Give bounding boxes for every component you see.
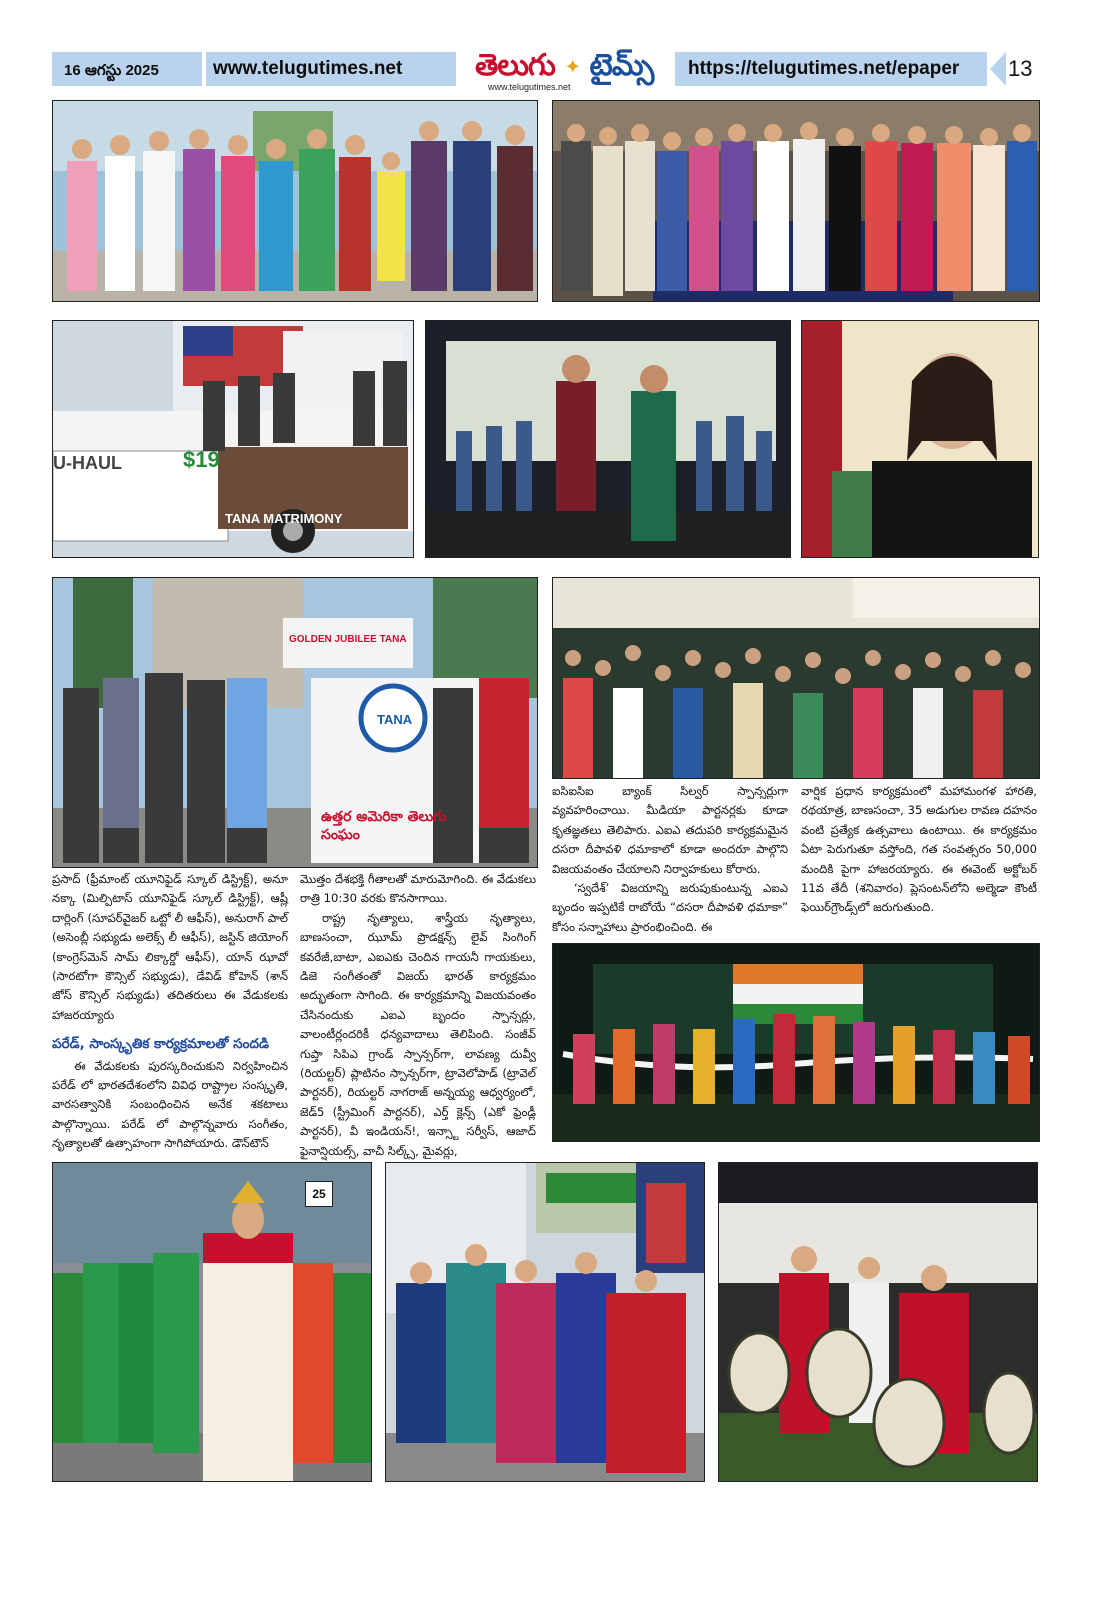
- article-column-2: [300, 870, 536, 1161]
- col4-para-1: వార్షిక ప్రధాన కార్యక్రమంలో మహామంగళ హారతి, రథయాత్ర, బాణసంచా, 35 అడుగుల రావణ దహనం వంటి ప్రత్యేక ఉత్సవాలు ఉంటాయి. ఈ కార్యక్రమం ఏటా పెరుగుతూ వస్తోంది, గత సంవత్సరం 50,000 మందికి పైగా హాజరయ్యారు. ఈ ఈవెంట్ అక్టోబర్ 11వ తేదీ (శనివారం) ప్లెసంటన్‌లోని అల్మెడా కౌంటీ ఫెయిర్‌గ్రౌండ్స్‌లో జరుగుతుంది.: [801, 784, 1037, 915]
- article-column-1: [52, 870, 288, 1154]
- photo-stage-singers: [425, 320, 791, 558]
- page-arrow: [990, 52, 1006, 86]
- photo-actress-portrait: [801, 320, 1039, 558]
- logo-part1: తెలుగు: [475, 48, 555, 83]
- photo-tana-banner-march: [52, 577, 538, 868]
- col2-para-1: మొత్తం దేశభక్తి గీతాలతో మారుమోగింది. ఈ వేడుకలు రాత్రి 10:30 వరకు కొనసాగాయి.: [300, 872, 536, 906]
- speed-sign: 25: [305, 1181, 333, 1207]
- col1-para-1: ప్రసాద్ (ఫ్రీమాంట్ యూనిఫైడ్ స్కూల్ డిస్ట్రిక్ట్), అనూ నక్కా (మిల్పిటాస్ యూనిఫైడ్ స్కూల్ డిస్ట్రిక్ట్), ఆష్లీ దార్లింగ్ (సూపర్‌వైజర్ ఒట్టో లీ ఆఫీస్), అనురాగ్ పాల్ (అసెంబ్లీ సభ్యుడు అలెక్స్ లీ ఆఫీస్), జస్టిన్ జియోంగ్ (కాంగ్రెస్‌మెన్ సామ్ లిక్కార్డో ఆఫీస్), యాన్ ఝావో (సారటోగా కౌన్సిల్ సభ్యుడు), డేవిడ్ కోహెన్ (శాన్ జోస్ కౌన్సిల్ సభ్యుడు) తదితరులు ఈ వేడుకలకు హాజరయ్యారు: [52, 872, 288, 1022]
- photo-folk-dancers: [385, 1162, 705, 1482]
- truck-banner-title: TANA MATRIMONY: [225, 511, 343, 526]
- col1-para-2: ఈ వేడుకలకు పురస్కరించుకుని నిర్వహించిన పరేడ్ లో భారతదేశంలోని వివిధ రాష్ట్రాల సంస్కృతి, వారసత్వానికి సంబంధించిన అనేక శకటాలు పాల్గొన్నాయి. పరేడ్ లో పాల్గొన్నవారు సంగీతం, నృత్యాలతో ఉత్సాహంగా సాగిపోయారు. డౌన్‌టౌన్: [52, 1058, 288, 1151]
- photo-crowd-audience: [552, 577, 1040, 779]
- photo-group-street: [52, 100, 538, 302]
- epaper-url[interactable]: https://telugutimes.net/epaper: [688, 58, 960, 79]
- logo-part2: టైమ్స్: [589, 48, 654, 83]
- article-column-4: [801, 782, 1037, 918]
- col3-para-2: ‘స్వదేశ్’ విజయాన్ని జరుపుకుంటున్న ఎఐఎ బృందం ఇప్పటికే రాబోయే “దసరా దీపావళి ధమాకా” కోసం సన్నాహాలు ప్రారంభించింది. ఈ: [552, 881, 788, 934]
- photo-stage-release: [552, 100, 1040, 302]
- logo-url: www.telugutimes.net: [488, 82, 571, 92]
- banner-telugu-text: ఉత్తర అమెరికా తెలుగు సంఘం: [321, 809, 447, 843]
- article-column-3: [552, 782, 788, 937]
- col2-para-2: రాష్ట్ర నృత్యాలు, శాస్త్రీయ నృత్యాలు, బాణసంచా, ఝూమ్ ప్రొడక్షన్స్ లైవ్ సింగింగ్ కవరేజీ,బాటా, ఎఐఎకు చెందిన గాయనీ గాయకులు, డిజె సంగీతంతో విజయ్ భారత్ కార్యక్రమం అద్భుతంగా సాగింది. ఈ కార్యక్రమాన్ని విజయవంతం చేసినందుకు ఎఐఎ బృందం స్పాన్సర్లు, వాలంటీర్లందరికీ ధన్యవాదాలు తెలిపింది. సంజీవ్ గుప్తా సిపిఎ గ్రాండ్ స్పాన్సర్‌గా, లావణ్య దువ్వీ (రియల్టర్) ప్లాటినం స్పాన్సర్‌గా, ట్రావెలోపాడ్ (ట్రావెల్ పార్టనర్), రియల్టర్ నాగరాజ్ అన్నయ్య ఆధ్వర్యంలో, జెడ్5 (స్ట్రీమింగ్ పార్టనర్), ఎర్త్ క్లెన్స్ (ఎకో ఫ్రెండ్లీ పార్టనర్), వీ ఇండియన్!, ఇన్స్టా సర్వీస్, ఆజాద్ ఫైనాన్షియల్స్, వాచీ సిల్క్స్, మైవర్లు,: [300, 910, 536, 1158]
- page-number: 13: [1008, 56, 1033, 81]
- photo-saree-procession: [52, 1162, 372, 1482]
- photo-truck-float: [52, 320, 414, 558]
- photo-dhol-drummers: [718, 1162, 1038, 1482]
- logo-star-icon: ✦: [564, 54, 581, 79]
- truck-price: $19: [183, 447, 220, 472]
- photo-classical-dance: [552, 943, 1040, 1142]
- truck-brand: U-HAUL: [53, 453, 122, 473]
- tana-logo-text: TANA: [377, 712, 413, 727]
- col3-para-1: ఐసిఐసిఐ బ్యాంక్ సిల్వర్ స్పాన్సర్లుగా వ్యవహరించాయి. మీడియా పార్టనర్లకు కూడా కృతజ్ఞతలు తెలిపారు. ఎఐఎ తదుపరి కార్యక్రమమైన దసరా దీపావళి ధమాకాలో కూడా అందరూ పాల్గొని విజయవంతం చేయాలని నిర్వాహకులు కోరారు.: [552, 784, 788, 876]
- site-url[interactable]: www.telugutimes.net: [213, 58, 403, 79]
- issue-date: 16 ఆగస్టు 2025: [64, 62, 159, 79]
- col1-subheading: పరేడ్, సాంస్కృతిక కార్యక్రమాలతో సందడి: [52, 1036, 269, 1053]
- flag-banner-text: GOLDEN JUBILEE TANA: [289, 634, 407, 645]
